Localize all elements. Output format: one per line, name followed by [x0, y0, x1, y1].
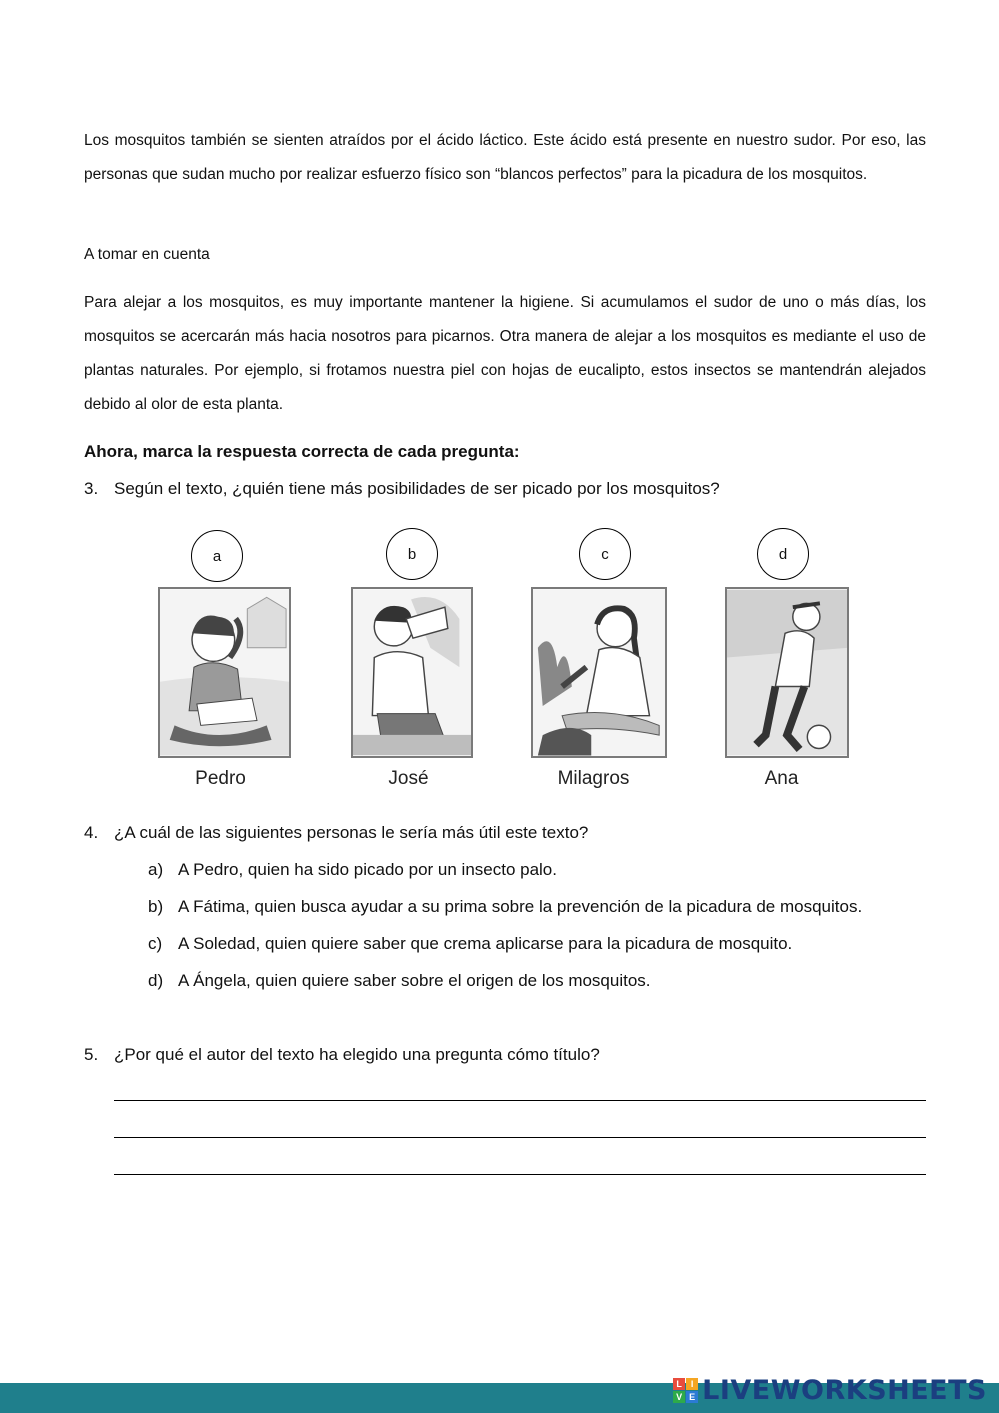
answer-line-1[interactable]	[114, 1100, 926, 1101]
jose-drawing	[353, 589, 471, 756]
paragraph-hygiene: Para alejar a los mosquitos, es muy importante mantener la higiene. Si acumulamos el sudor de uno o más días, los mosquitos se acercarán más hacia nosotros para picarnos. Otra manera de alejar a los mosquitos es mediante el uso de plantas naturales. Por ejemplo, si frotamos nuestra piel con hojas de eucalipto, estos insectos se mantendrán alejados debido al olor de esta planta.	[84, 294, 926, 413]
option-d-letter: d)	[148, 971, 164, 990]
option-a-letter: a)	[148, 860, 164, 879]
milagros-drawing	[533, 589, 665, 756]
question-3	[84, 479, 720, 499]
answer-line-2[interactable]	[114, 1137, 926, 1138]
choice-c-name: Milagros	[557, 768, 630, 789]
choice-c-letter: c	[601, 545, 609, 563]
question-3-text: Según el texto, ¿quién tiene más posibilidades de ser picado por los mosquitos?	[114, 479, 720, 498]
option-c-text: A Soledad, quien quiere saber que crema aplicarse para la picadura de mosquito.	[178, 934, 793, 953]
option-c-letter: c)	[148, 934, 163, 953]
logo-tile-l: L	[673, 1378, 685, 1390]
subtitle-a-tomar-en-cuenta: A tomar en cuenta	[84, 246, 210, 263]
question-4	[84, 823, 588, 843]
ana-drawing	[727, 589, 847, 756]
choice-a-letter: a	[212, 547, 222, 565]
question-5-text: ¿Por qué el autor del texto ha elegido una pregunta cómo título?	[114, 1045, 600, 1064]
paragraph-lactic-acid: Los mosquitos también se sienten atraídos por el ácido láctico. Este ácido está presente en nuestro sudor. Por eso, las personas que sudan mucho por realizar esfuerzo físico son “blancos perfectos” para la picadura de los mosquitos.	[84, 132, 926, 183]
pedro-drawing	[160, 589, 289, 756]
question-4-option-a[interactable]	[148, 860, 557, 880]
liveworksheets-logo	[673, 1372, 987, 1408]
question-4-text: ¿A cuál de las siguientes personas le sería más útil este texto?	[114, 823, 589, 842]
logo-tile-i: I	[686, 1378, 698, 1390]
choice-b-name: José	[388, 768, 429, 789]
choice-b-circle[interactable]	[386, 528, 438, 580]
question-5-number: 5.	[84, 1045, 99, 1064]
option-b-letter: b)	[148, 897, 164, 916]
instruction-heading: Ahora, marca la respuesta correcta de cada pregunta:	[84, 442, 520, 461]
question-4-option-d[interactable]	[148, 971, 651, 991]
option-d-text: A Ángela, quien quiere saber sobre el origen de los mosquitos.	[178, 971, 651, 990]
answer-line-3[interactable]	[114, 1174, 926, 1175]
logo-tile-v: V	[673, 1391, 685, 1403]
illustration-milagros-planting	[531, 587, 667, 758]
illustration-jose-drinking	[351, 587, 473, 758]
question-4-number: 4.	[84, 823, 99, 842]
logo-tile-e: E	[686, 1391, 698, 1403]
question-4-option-b[interactable]	[148, 897, 862, 917]
choice-c-circle[interactable]	[579, 528, 631, 580]
choice-d-circle[interactable]	[757, 528, 809, 580]
choice-d-letter: d	[778, 545, 788, 563]
option-a-text: A Pedro, quien ha sido picado por un insecto palo.	[178, 860, 557, 879]
choice-d-name: Ana	[764, 768, 799, 789]
illustration-pedro-reading	[158, 587, 291, 758]
option-b-text: A Fátima, quien busca ayudar a su prima sobre la prevención de la picadura de mosquitos.	[178, 897, 863, 916]
choice-a-circle[interactable]	[191, 530, 243, 582]
logo-text: LIVEWORKSHEETS	[702, 1374, 987, 1406]
question-3-number: 3.	[84, 479, 99, 498]
illustration-ana-soccer	[725, 587, 849, 758]
question-4-option-c[interactable]	[148, 934, 792, 954]
choice-a-name: Pedro	[195, 768, 246, 789]
logo-tiles-icon	[673, 1378, 698, 1403]
choice-b-letter: b	[407, 545, 417, 563]
question-5	[84, 1045, 600, 1065]
